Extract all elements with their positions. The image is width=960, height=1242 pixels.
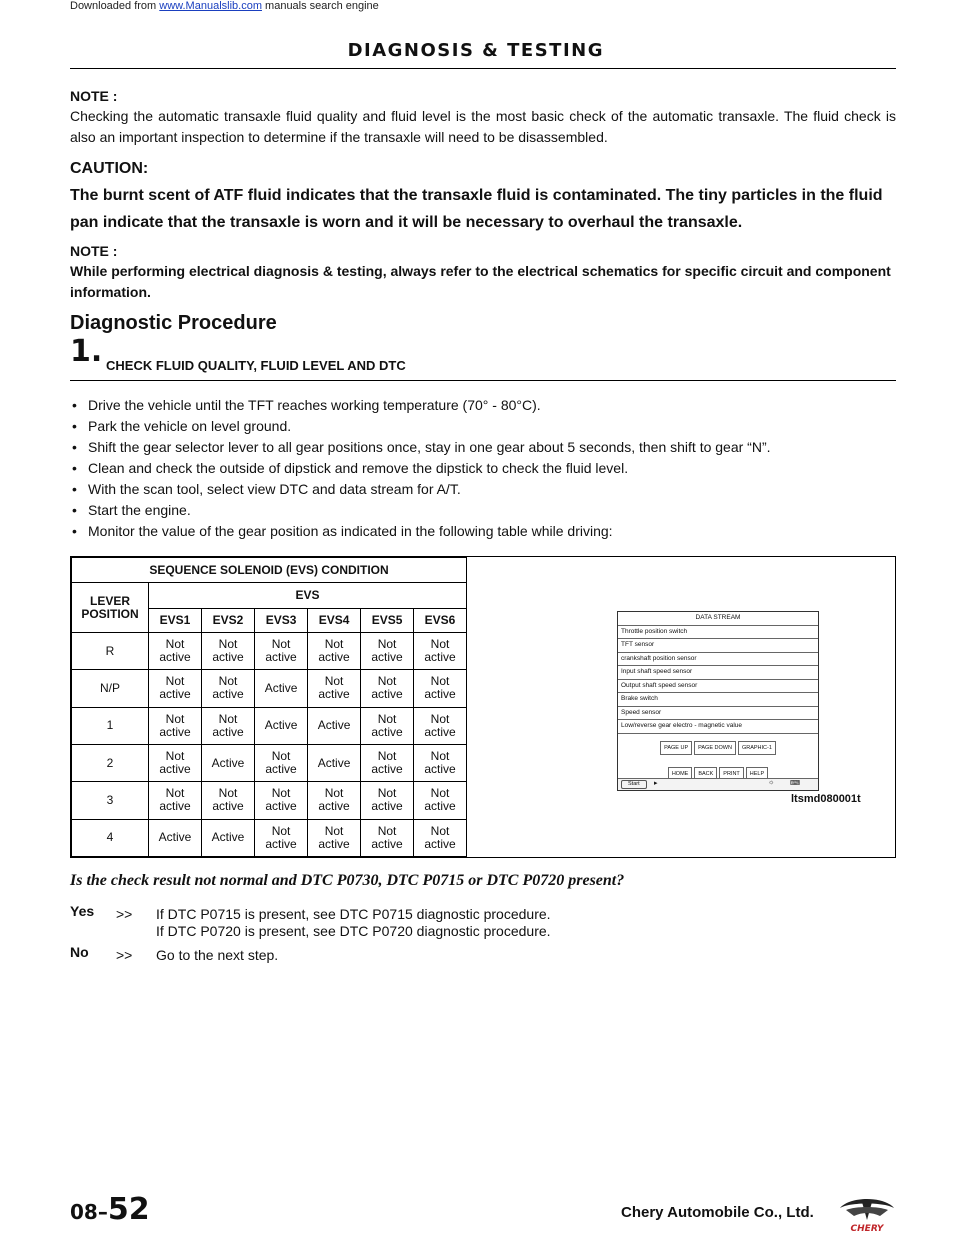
svg-text:CHERY: CHERY xyxy=(850,1224,884,1234)
no-arrow: >> xyxy=(116,947,133,963)
data-stream-figure xyxy=(617,611,819,791)
figure-row: Throttle position switch xyxy=(618,626,818,640)
table-cell: Not active xyxy=(361,744,414,781)
table-cell: Not active xyxy=(414,670,467,707)
figure-row: Output shaft speed sensor xyxy=(618,680,818,694)
table-cell: Not active xyxy=(414,633,467,670)
note-2 xyxy=(70,243,896,303)
figure-row: Low/reverse gear electro - magnetic value xyxy=(618,720,818,734)
table-cell: Not active xyxy=(414,744,467,781)
table-cell: Not active xyxy=(308,633,361,670)
table-cell: Active xyxy=(202,744,255,781)
caution-block xyxy=(70,160,896,236)
list-item: • Shift the gear selector lever to all gear positions once, stay in one gear about 5 seconds, then shift to gear “N”. xyxy=(70,439,896,456)
table-cell: Not active xyxy=(149,670,202,707)
table-row xyxy=(72,670,467,707)
download-banner-prefix: Downloaded from xyxy=(70,0,160,12)
yes-arrow: >> xyxy=(116,906,133,922)
note-1-label: NOTE : xyxy=(70,88,118,104)
figure-header: DATA STREAM xyxy=(618,612,818,626)
table-cell: Not active xyxy=(414,782,467,819)
graphic-button: GRAPHIC-1 xyxy=(738,741,776,755)
manualslib-link[interactable]: www.Manualslib.com xyxy=(159,0,262,12)
download-banner xyxy=(70,0,379,12)
caution-label: CAUTION: xyxy=(70,160,149,177)
taskbar-keyboard-icon: ⌨ xyxy=(790,780,801,787)
evs-table xyxy=(71,557,467,857)
step-number: 1. xyxy=(70,334,103,369)
table-cell: Not active xyxy=(255,782,308,819)
table-cell: Not active xyxy=(202,670,255,707)
table-cell: Not active xyxy=(414,819,467,856)
table-cell: Not active xyxy=(308,819,361,856)
table-cell: Active xyxy=(308,707,361,744)
table-row xyxy=(72,744,467,781)
note-1 xyxy=(70,88,896,148)
table-cell: Not active xyxy=(308,670,361,707)
evs-table-frame xyxy=(70,556,896,858)
table-cell: Active xyxy=(255,707,308,744)
table-cell: Not active xyxy=(361,670,414,707)
yes-label: Yes xyxy=(70,903,95,919)
column-header: EVS2 xyxy=(202,609,255,633)
table-row xyxy=(72,633,467,670)
figure-id: ltsmd080001t xyxy=(791,793,861,805)
table-cell: Active xyxy=(149,819,202,856)
home-button: HOME xyxy=(668,767,693,781)
column-header: EVS3 xyxy=(255,609,308,633)
figure-row: Brake switch xyxy=(618,693,818,707)
section-title: DIAGNOSIS & TESTING xyxy=(347,40,604,61)
list-item: • Monitor the value of the gear position as indicated in the following table while driving: xyxy=(70,523,896,540)
table-row xyxy=(72,782,467,819)
table-cell: Not active xyxy=(149,633,202,670)
yes-line: If DTC P0720 is present, see DTC P0720 diagnostic procedure. xyxy=(156,923,551,939)
list-item: • With the scan tool, select view DTC and data stream for A/T. xyxy=(70,481,896,498)
figure-row: Input shaft speed sensor xyxy=(618,666,818,680)
lever-position: 1 xyxy=(72,707,149,744)
start-button: Start xyxy=(621,780,647,789)
section-header xyxy=(70,40,896,69)
chery-logo-icon xyxy=(836,1194,898,1234)
table-cell: Not active xyxy=(361,819,414,856)
step-title: CHECK FLUID QUALITY, FLUID LEVEL AND DTC xyxy=(106,358,406,373)
instruction-list xyxy=(70,397,896,544)
column-header: EVS4 xyxy=(308,609,361,633)
table-cell: Not active xyxy=(255,633,308,670)
taskbar-sun-icon: ☼ xyxy=(768,779,775,786)
section-number: 08– xyxy=(70,1200,108,1224)
figure-button-row xyxy=(618,738,818,758)
no-text: Go to the next step. xyxy=(156,947,279,963)
lever-position: 4 xyxy=(72,819,149,856)
chery-logo xyxy=(836,1194,898,1239)
evs-header: EVS xyxy=(149,583,467,609)
figure-row: Speed sensor xyxy=(618,707,818,721)
table-row xyxy=(72,707,467,744)
lever-position-header: LEVER POSITION xyxy=(72,583,149,633)
note-1-text: Checking the automatic transaxle fluid quality and fluid level is the most basic check of the automatic transaxle. The fluid check is also an important inspection to determine if the transaxle will need to be disassembled. xyxy=(70,108,896,145)
lever-position: 3 xyxy=(72,782,149,819)
list-item: • Clean and check the outside of dipstick and remove the dipstick to check the fluid level. xyxy=(70,460,896,477)
column-header: EVS1 xyxy=(149,609,202,633)
list-item: • Start the engine. xyxy=(70,502,896,519)
table-cell: Active xyxy=(255,670,308,707)
table-cell: Not active xyxy=(202,633,255,670)
download-banner-suffix: manuals search engine xyxy=(261,0,379,12)
table-cell: Not active xyxy=(202,707,255,744)
check-question: Is the check result not normal and DTC P0730, DTC P0715 or DTC P0720 present? xyxy=(70,872,625,889)
table-cell: Active xyxy=(308,744,361,781)
no-label: No xyxy=(70,944,89,960)
table-cell: Not active xyxy=(308,782,361,819)
table-row xyxy=(72,819,467,856)
table-cell: Not active xyxy=(149,782,202,819)
table-cell: Not active xyxy=(361,707,414,744)
note-2-text: While performing electrical diagnosis & testing, always refer to the electrical schematics for specific circuit and component information. xyxy=(70,263,891,300)
step-header xyxy=(70,334,896,381)
table-cell: Not active xyxy=(149,707,202,744)
taskbar-arrow-icon: ▸ xyxy=(654,780,658,787)
column-header: EVS5 xyxy=(361,609,414,633)
column-header: EVS6 xyxy=(414,609,467,633)
table-title: SEQUENCE SOLENOID (EVS) CONDITION xyxy=(72,558,467,583)
list-item: • Drive the vehicle until the TFT reaches working temperature (70° - 80°C). xyxy=(70,397,896,414)
table-cell: Not active xyxy=(361,782,414,819)
company-name: Chery Automobile Co., Ltd. xyxy=(621,1204,814,1221)
table-cell: Not active xyxy=(149,744,202,781)
page-down-button: PAGE DOWN xyxy=(694,741,736,755)
procedure-heading: Diagnostic Procedure xyxy=(70,312,277,334)
figure-row: crankshaft position sensor xyxy=(618,653,818,667)
lever-position: N/P xyxy=(72,670,149,707)
table-cell: Not active xyxy=(255,744,308,781)
table-cell: Not active xyxy=(361,633,414,670)
back-button: BACK xyxy=(694,767,717,781)
yes-line: If DTC P0715 is present, see DTC P0715 diagnostic procedure. xyxy=(156,906,551,922)
page-up-button: PAGE UP xyxy=(660,741,692,755)
note-2-label: NOTE : xyxy=(70,243,118,259)
caution-text: The burnt scent of ATF fluid indicates that the transaxle fluid is contaminated. The tiny particles in the fluid pan indicate that the transaxle is worn and it will be necessary to overhaul the transaxle. xyxy=(70,187,883,231)
help-button: HELP xyxy=(746,767,768,781)
lever-position: R xyxy=(72,633,149,670)
figure-row: TFT sensor xyxy=(618,639,818,653)
table-cell: Not active xyxy=(202,782,255,819)
lever-position: 2 xyxy=(72,744,149,781)
page-number xyxy=(70,1192,150,1227)
table-cell: Not active xyxy=(255,819,308,856)
table-cell: Not active xyxy=(414,707,467,744)
list-item: • Park the vehicle on level ground. xyxy=(70,418,896,435)
page-number-value: 52 xyxy=(107,1192,150,1227)
figure-taskbar xyxy=(618,778,818,790)
print-button: PRINT xyxy=(719,767,744,781)
table-cell: Active xyxy=(202,819,255,856)
